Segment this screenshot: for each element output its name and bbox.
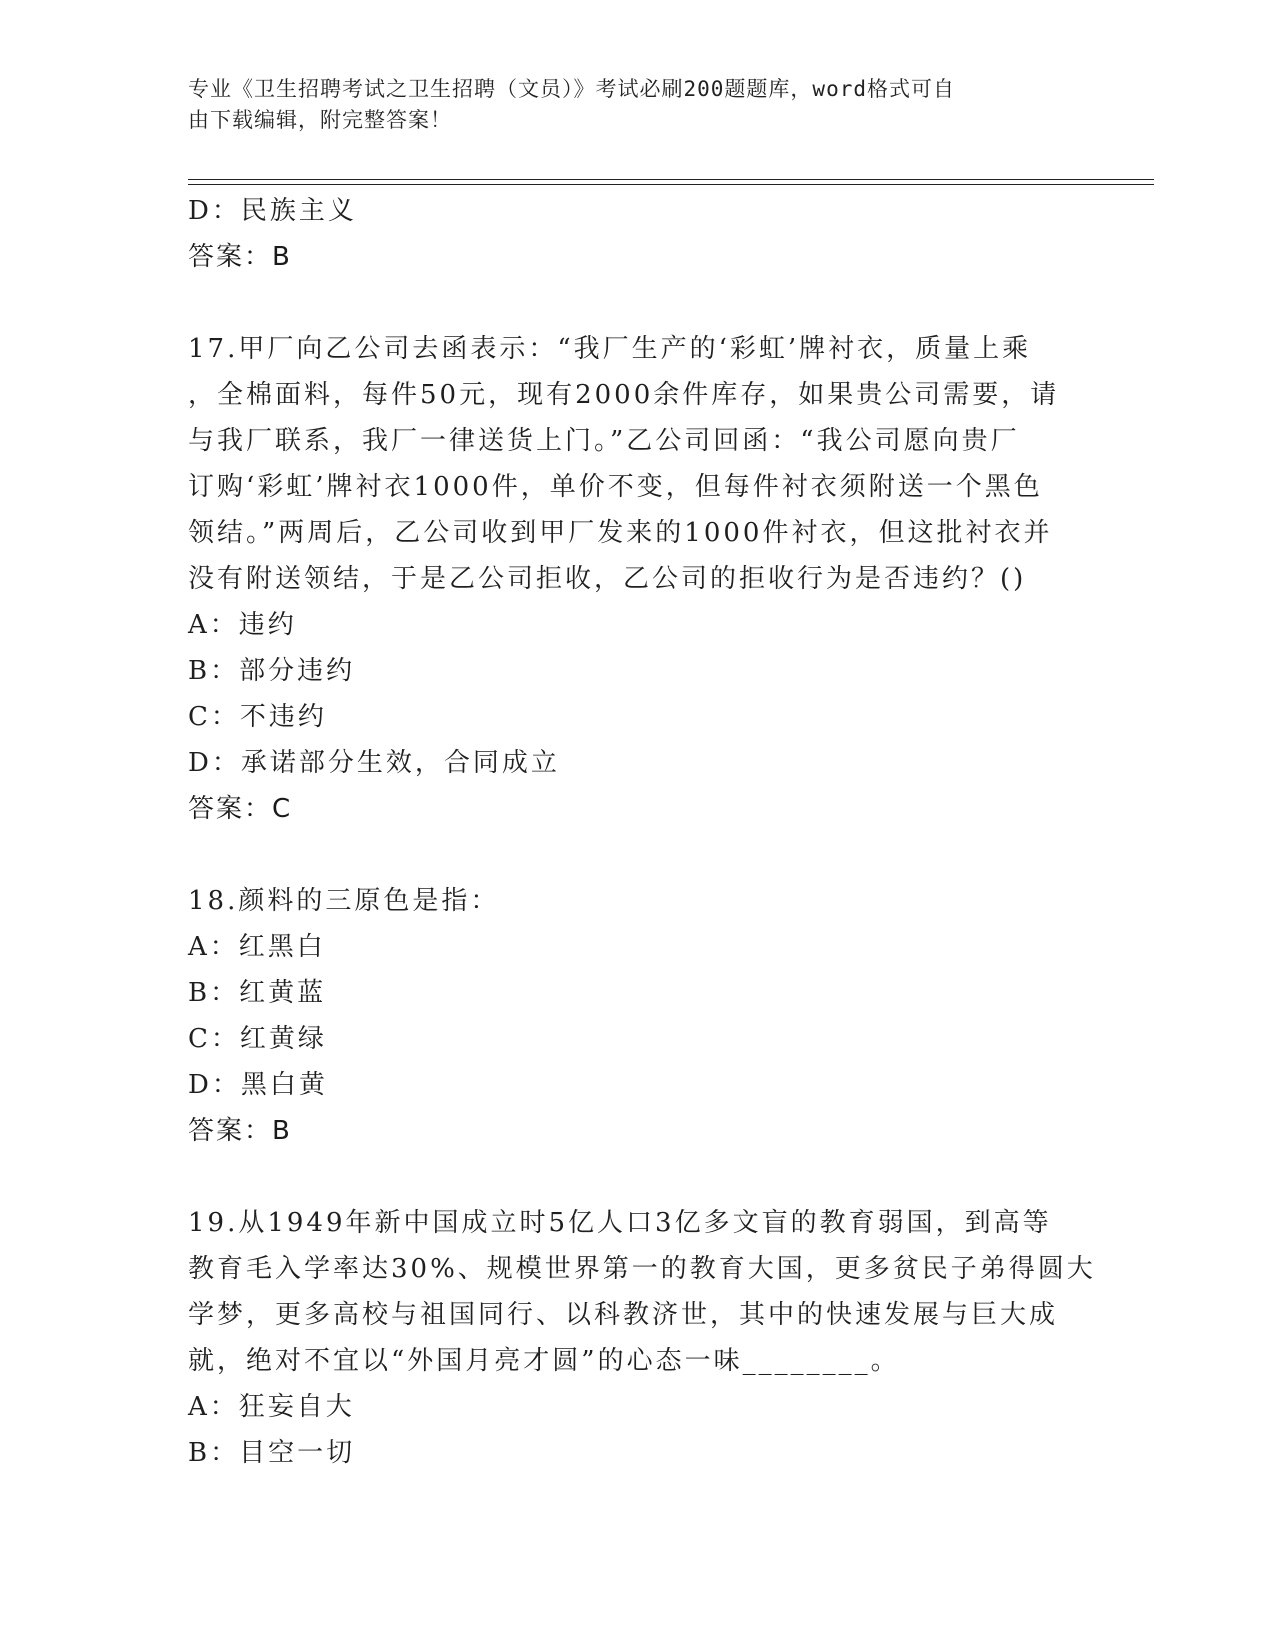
option-a: A：违约 [188, 610, 297, 640]
question-16-tail [188, 188, 1088, 280]
option-b: B：部分违约 [188, 656, 356, 686]
question-stem-line: 没有附送领结，于是乙公司拒收，乙公司的拒收行为是否违约？() [188, 564, 1027, 594]
question-stem-line: 17.甲厂向乙公司去函表示：“我厂生产的‘彩虹’牌衬衣，质量上乘 [188, 334, 1032, 364]
spacer [188, 280, 1088, 326]
header-title-line-2: 由下载编辑，附完整答案！ [188, 108, 452, 132]
header-title-line-1: 专业《卫生招聘考试之卫生招聘（文员）》考试必刷200题题库，word格式可自 [188, 77, 955, 101]
header-divider-bottom [188, 184, 1154, 185]
option-b: B：红黄蓝 [188, 978, 327, 1008]
option-a: A：红黑白 [188, 932, 326, 962]
question-18 [188, 878, 1088, 1154]
option-b: B：目空一切 [188, 1438, 356, 1468]
question-stem-line: 18.颜料的三原色是指： [188, 886, 500, 916]
question-19 [188, 1200, 1096, 1476]
answer-line: 答案：B [188, 1116, 292, 1146]
spacer [188, 1154, 1088, 1200]
option-c: C：不违约 [188, 702, 327, 732]
question-17 [188, 326, 1088, 832]
question-stem-line: 学梦，更多高校与祖国同行、以科教济世，其中的快速发展与巨大成 [188, 1300, 1059, 1330]
question-stem-line: ，全棉面料，每件50元，现有2000余件库存，如果贵公司需要，请 [188, 380, 1060, 410]
question-stem-line: 教育毛入学率达30%、规模世界第一的教育大国，更多贫民子弟得圆大 [188, 1254, 1096, 1284]
question-stem-line: 19.从1949年新中国成立时5亿人口3亿多文盲的教育弱国，到高等 [188, 1208, 1052, 1238]
option-a: A：狂妄自大 [188, 1392, 355, 1422]
document-header [188, 74, 1068, 136]
question-stem-line: 订购‘彩虹’牌衬衣1000件，单价不变，但每件衬衣须附送一个黑色 [188, 472, 1043, 502]
header-divider-top [188, 179, 1154, 180]
answer-line: 答案：B [188, 242, 292, 272]
option-d: D：黑白黄 [188, 1070, 328, 1100]
option-d: D：承诺部分生效，合同成立 [188, 748, 560, 778]
spacer [188, 832, 1088, 878]
answer-line: 答案：C [188, 794, 293, 824]
option-c: C：红黄绿 [188, 1024, 327, 1054]
question-list [188, 188, 1096, 1476]
question-stem-line: 领结。”两周后，乙公司收到甲厂发来的1000件衬衣，但这批衬衣并 [188, 518, 1053, 548]
question-stem-line: 就，绝对不宜以“外国月亮才圆”的心态一味________。 [188, 1346, 900, 1376]
question-stem-line: 与我厂联系，我厂一律送货上门。”乙公司回函：“我公司愿向贵厂 [188, 426, 1020, 456]
option-d: D：民族主义 [188, 196, 357, 226]
